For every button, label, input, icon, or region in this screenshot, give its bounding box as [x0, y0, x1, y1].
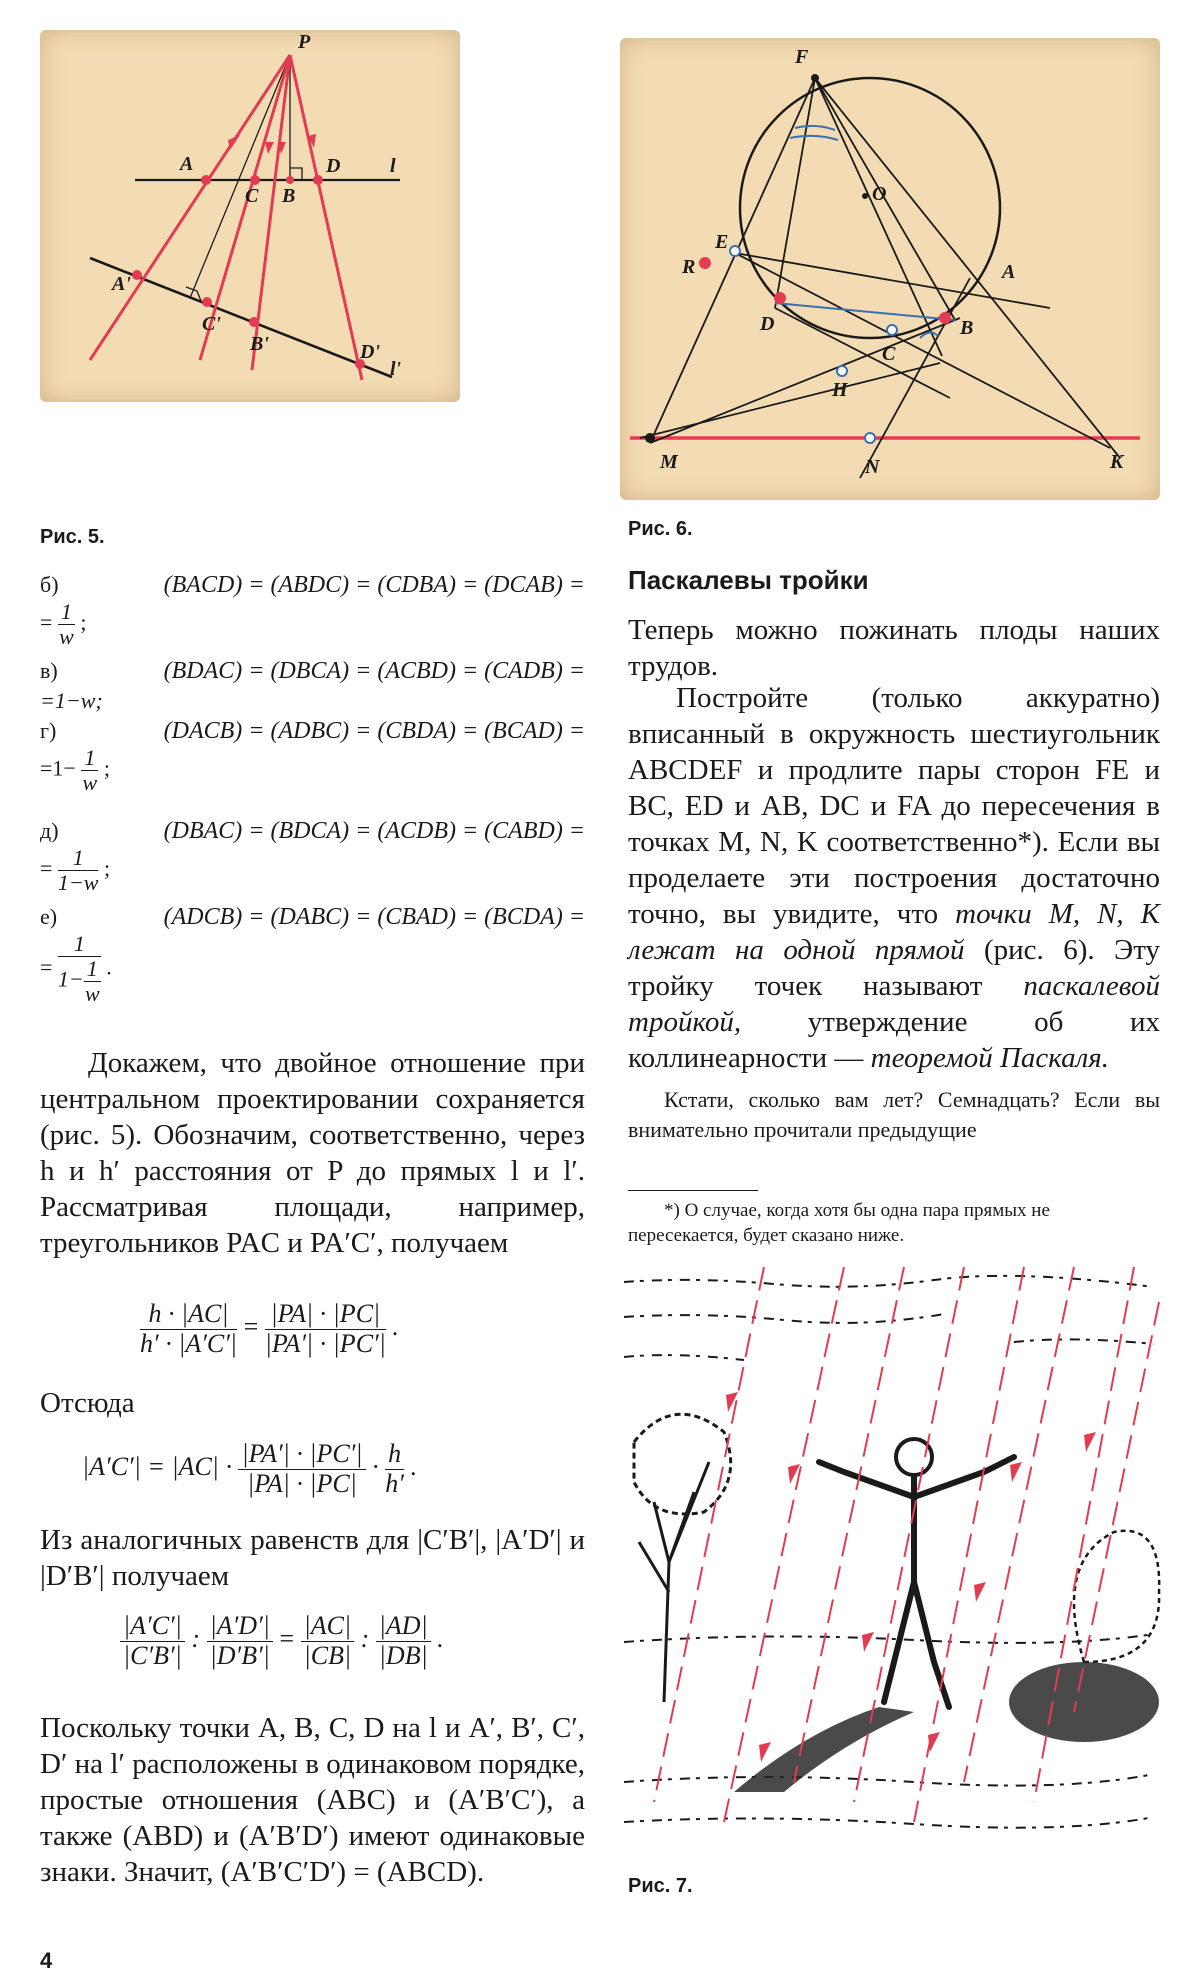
eq-g	[40, 716, 585, 746]
eq-g-result	[40, 746, 585, 816]
denominator: |CB|	[303, 1640, 352, 1670]
point-o	[862, 193, 868, 199]
sketch-line	[1014, 1339, 1154, 1344]
label-l: l	[390, 155, 396, 177]
rain-arrow	[862, 1632, 874, 1652]
numerator: |AC|	[301, 1612, 355, 1642]
fraction	[58, 932, 101, 1007]
inner-denominator: w	[84, 981, 100, 1007]
rain-arrow	[1010, 1462, 1022, 1482]
inner-fraction	[84, 957, 101, 1006]
rain-ray	[1074, 1302, 1159, 1712]
eq-e	[40, 902, 585, 932]
tree-left-crown	[634, 1414, 731, 1514]
paragraph-intro: Теперь можно пожинать плоды наших трудов.	[628, 614, 1160, 682]
label-b: B	[282, 185, 296, 207]
text-run: (рис. 6). Эту тройку точек называют	[628, 934, 1160, 1002]
rain-arrow	[759, 1742, 771, 1762]
rain-arrow	[974, 1582, 986, 1602]
point-e	[730, 246, 740, 256]
figure-7-drawing	[614, 1262, 1162, 1852]
sketch-line	[624, 1817, 1154, 1828]
eq-label: е)	[40, 904, 58, 929]
denominator: w	[59, 624, 74, 650]
paragraph-age: Кстати, сколько вам лет? Семнадцать? Если вы внимательно прочитали предыдущие	[628, 1087, 1160, 1142]
label-d: D	[760, 313, 775, 335]
fraction	[238, 1440, 365, 1498]
point-a-prime	[132, 270, 142, 280]
eq-b	[40, 570, 585, 600]
equations-list	[40, 570, 585, 1012]
rain-ray	[794, 1267, 904, 1782]
figure-5-caption: Рис. 5.	[40, 526, 105, 548]
point-c	[250, 175, 260, 185]
denominator: |DB|	[378, 1640, 428, 1670]
line-fa	[815, 78, 1120, 458]
rain-ray	[654, 1267, 764, 1802]
eq-b-result	[40, 600, 585, 656]
label-e: E	[715, 231, 729, 253]
eq-suffix: .	[106, 954, 112, 980]
label-h: H	[832, 379, 848, 401]
formula-3: $\frac{|A'C'|}{|C'B'|}$ : $\frac{|A'D'|}{|D'B'|}$ = $\frac{|AC|}{|CB|}$ : $\frac{|AD|}{|DB|}$ .	[120, 1612, 444, 1670]
text-run: Постройте (только аккуратно) вписанный в окружность шестиугольник ABCDEF и продлите пары сторон FE и BC, ED и AB, DC и FA до пересечения в точках M, N, K соответственно*). Если вы проделаете эти построения достаточно точно, вы увидите, что	[628, 682, 1160, 930]
eq-text: (BDAC) = (DBCA) = (ACBD) = (CADB) =	[163, 658, 585, 684]
page-number: 4	[40, 1948, 53, 1973]
label-d-prime: D'	[360, 341, 380, 363]
formula-2: |A′C′| = |AC| · $\frac{|PA'| \cdot |PC'|}{|PA| \cdot |PC|}$ · $\frac{h}{h'}$ .	[82, 1439, 418, 1498]
label-f: F	[795, 46, 809, 68]
numerator: |PA| · |PC|	[265, 1300, 386, 1330]
den-prefix: 1−	[57, 966, 84, 992]
fraction	[376, 1612, 431, 1670]
numerator: h	[385, 1440, 404, 1470]
denominator: h′	[385, 1468, 404, 1498]
eq-d	[40, 816, 585, 846]
eq-v	[40, 656, 585, 686]
blue-angle-f	[795, 126, 835, 130]
label-p: P	[298, 31, 311, 53]
formula-lhs: |A′C′| = |AC| ·	[82, 1452, 232, 1482]
numerator: |AD|	[376, 1612, 431, 1642]
eq-text: (BACD) = (ABDC) = (CDBA) = (DCAB) =	[163, 572, 585, 598]
label-c-prime: C'	[202, 313, 221, 335]
point-b	[939, 312, 951, 324]
eq-label: д)	[40, 818, 59, 843]
label-m: M	[660, 451, 678, 473]
label-n: N	[865, 456, 880, 478]
line-fe	[650, 78, 815, 443]
point-h	[837, 366, 847, 376]
arrow-head	[265, 142, 274, 154]
label-d: D	[326, 155, 341, 177]
fraction	[301, 1612, 355, 1670]
sketch-line	[624, 1355, 744, 1360]
paragraph-proof: Докажем, что двойное отношение при центральном проектировании сохраняется (рис. 5). Обозначим, соответственно, через h и h′ расстояния от P до прямых l и l′. Рассматривая площади, например, треугольников PAC и PA′C′, получаем	[40, 1047, 585, 1259]
ray-pd	[290, 55, 362, 380]
fraction	[385, 1440, 404, 1498]
label-a-prime: A'	[112, 273, 131, 295]
text-run: утверждение об их коллинеарности —	[628, 1006, 1160, 1074]
eq-label: б)	[40, 572, 59, 597]
numerator: 1	[58, 846, 99, 871]
label-a: A	[180, 153, 194, 175]
paragraph-pascal	[628, 680, 1160, 1076]
fraction	[58, 600, 75, 649]
eq-prefix: =	[40, 855, 53, 881]
numerator: |A′D′|	[207, 1612, 273, 1642]
numerator: |PA′| · |PC′|	[238, 1440, 365, 1470]
point-a	[201, 175, 211, 185]
eq-text: (DACB) = (ADBC) = (CBDA) = (BCAD) =	[163, 718, 585, 744]
label-l-prime: l'	[390, 358, 402, 380]
figure-7	[614, 1262, 1162, 1852]
eq-e-result	[40, 932, 585, 1012]
eq-prefix: =1−	[40, 755, 76, 781]
sketch-line	[624, 1774, 1154, 1786]
point-d	[774, 292, 786, 304]
figure-6-caption: Рис. 6.	[628, 518, 693, 540]
numerator: 1	[81, 746, 98, 771]
rain-arrow	[928, 1732, 940, 1752]
blue-angle-f2	[790, 136, 838, 140]
rain-arrow	[1084, 1432, 1096, 1452]
figure-5-drawing	[40, 30, 460, 402]
shadow-right	[1009, 1662, 1159, 1742]
figure-6-drawing	[620, 38, 1160, 500]
formula-1: $\frac{h \cdot |AC|}{h' \cdot |A'C'|}$ = $\frac{|PA| \cdot |PC|}{|PA'| \cdot |PC'|}$ .	[140, 1299, 399, 1358]
eq-suffix: ;	[80, 609, 87, 635]
denominator: |PA| · |PC|	[247, 1468, 357, 1498]
fraction	[140, 1300, 237, 1358]
eq-label: в)	[40, 658, 58, 683]
point-r	[699, 257, 711, 269]
fraction	[207, 1612, 273, 1670]
fraction	[81, 746, 98, 795]
eq-suffix: ;	[103, 755, 110, 781]
denominator: 1−w	[57, 870, 99, 896]
eq-suffix: ;	[103, 855, 111, 881]
footnote-rule	[628, 1190, 758, 1191]
point-c-prime	[202, 297, 212, 307]
denominator: w	[82, 770, 98, 796]
line-fc	[815, 78, 942, 356]
denominator: |C′B′|	[123, 1640, 182, 1670]
section-heading: Паскалевы тройки	[628, 565, 869, 595]
paragraph-similar: Из аналогичных равенств для |C′B′|, |A′D′| и |D′B′| получаем	[40, 1524, 585, 1592]
eq-label: г)	[40, 718, 57, 743]
paragraph-conclusion: Поскольку точки A, B, C, D на l и A′, B′, C′, D′ на l′ расположены в одинаковом порядке, простые отношения (ABC) и (A′B′C′), а также (ABD) и (A′B′D′) имеют одинаковые знаки. Значит, (A′B′C′D′) = (ABCD).	[40, 1712, 585, 1888]
label-b: B	[960, 317, 974, 339]
point-b	[286, 176, 294, 184]
text-run-italic: точки M, N, K лежат на одной прямой	[628, 898, 1161, 966]
otsyuda: Отсюда	[40, 1387, 135, 1419]
label-a: A	[1002, 261, 1016, 283]
label-o: O	[872, 183, 887, 205]
label-k: K	[1110, 451, 1124, 473]
label-r: R	[682, 256, 696, 278]
denominator	[58, 957, 101, 1006]
line-dh	[775, 308, 950, 398]
label-c: C	[882, 343, 896, 365]
point-f	[811, 74, 819, 82]
fraction	[265, 1300, 386, 1358]
point-c	[887, 325, 897, 335]
inner-numerator: 1	[84, 957, 101, 982]
arrow-head	[228, 135, 240, 150]
eq-text: (ADCB) = (DABC) = (CBAD) = (BCDA) =	[163, 904, 585, 930]
bush-right	[1074, 1531, 1159, 1662]
figure-5	[40, 30, 460, 402]
numerator: 1	[58, 932, 101, 957]
eq-d-result	[40, 846, 585, 902]
numerator: 1	[58, 600, 75, 625]
eq-text: (DBAC) = (BDCA) = (ACDB) = (CABD) =	[163, 818, 585, 844]
eq-v-result: =1−w;	[40, 688, 103, 713]
denominator: h′ · |A′C′|	[140, 1328, 238, 1358]
point-b-prime	[249, 317, 259, 327]
label-c: C	[245, 185, 259, 207]
denominator: |PA′| · |PC′|	[264, 1328, 386, 1358]
text-run-italic: паскалевой тройкой,	[628, 970, 1160, 1038]
numerator: |A′C′|	[120, 1612, 185, 1642]
point-d	[313, 175, 323, 185]
fraction	[120, 1612, 185, 1670]
point-n	[865, 433, 875, 443]
sketch-line	[624, 1276, 1154, 1287]
sketch-line	[624, 1314, 944, 1323]
denominator: |D′B′|	[209, 1640, 270, 1670]
eq-prefix: =	[40, 609, 53, 635]
numerator: h · |AC|	[140, 1300, 237, 1330]
fraction	[58, 846, 99, 895]
figure-6	[620, 38, 1160, 500]
eq-prefix: =	[40, 954, 53, 980]
label-b-prime: B'	[250, 333, 269, 355]
rain-ray	[854, 1267, 964, 1802]
figure-7-caption: Рис. 7.	[628, 1875, 693, 1897]
line-cd	[640, 363, 940, 438]
text-run-italic: теоремой Паскаля.	[870, 1042, 1109, 1074]
line-ed	[735, 253, 1110, 448]
point-m	[645, 433, 655, 443]
man-legs	[884, 1582, 949, 1707]
footnote: *) О случае, когда хотя бы одна пара прямых не пересекается, будет сказано ниже.	[628, 1200, 1050, 1246]
